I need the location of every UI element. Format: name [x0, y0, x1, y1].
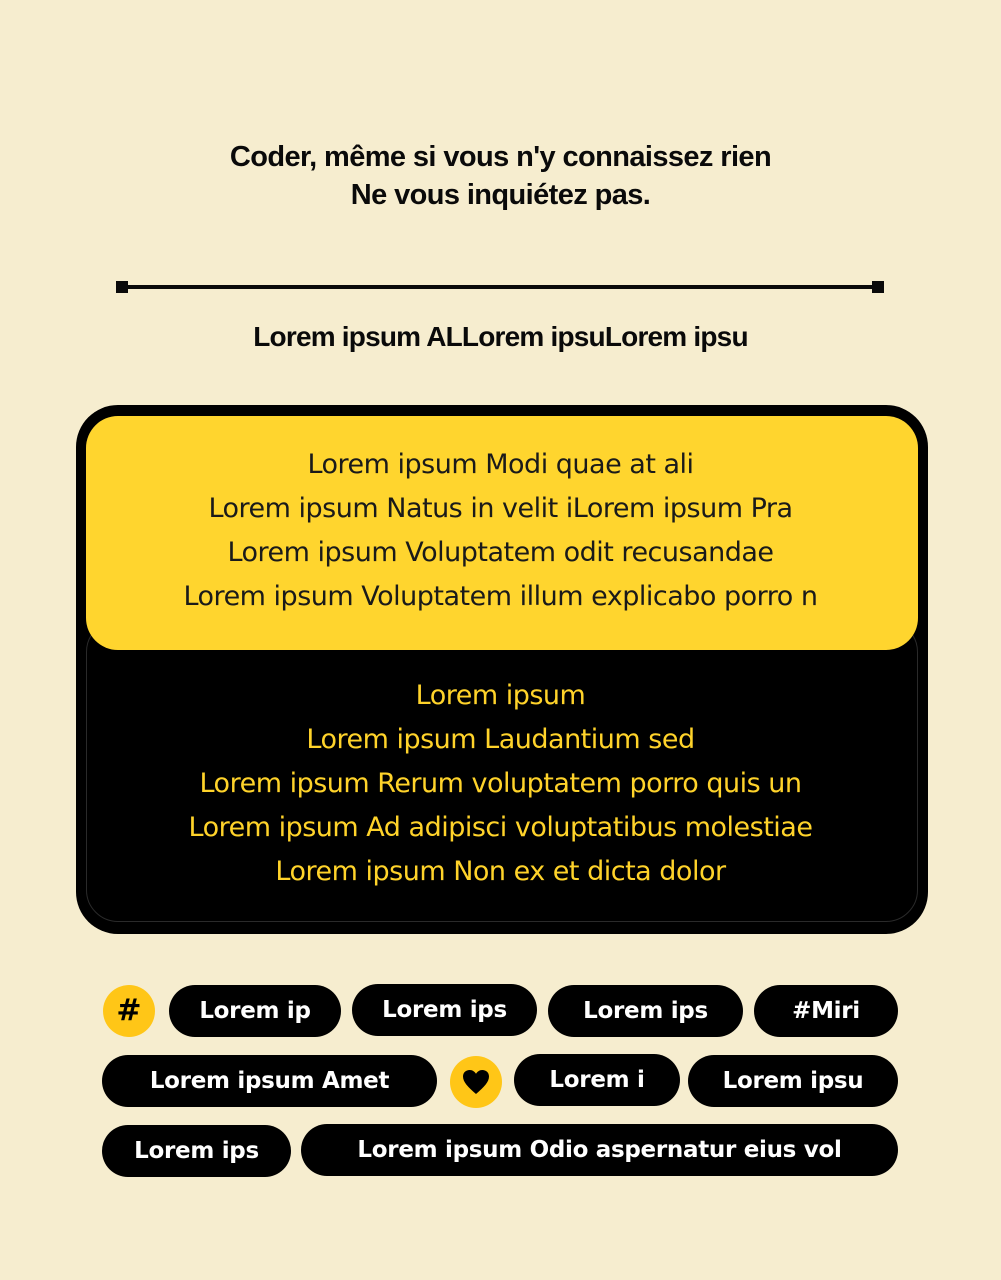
dark-card-line: Lorem ipsum Rerum voluptatem porro quis un	[199, 768, 802, 799]
heart-icon	[450, 1056, 502, 1108]
tag-chip[interactable]: Lorem i	[514, 1054, 680, 1106]
headline-line-1: Coder, même si vous n'y connaissez rien	[229, 141, 772, 173]
tag-chip[interactable]: Lorem ipsum Odio aspernatur eius vol	[301, 1124, 898, 1176]
heart-icon-svg	[462, 1069, 490, 1095]
yellow-card-line: Lorem ipsum Natus in velit iLorem ipsum Pra	[208, 493, 793, 524]
yellow-card-line: Lorem ipsum Voluptatem illum explicabo porro n	[183, 581, 818, 612]
tag-chip[interactable]: Lorem ipsum Amet	[102, 1055, 437, 1107]
tag-chip[interactable]: Lorem ip	[169, 985, 341, 1037]
hash-icon: #	[103, 985, 155, 1037]
subtitle: Lorem ipsum ALLorem ipsuLorem ipsu	[253, 321, 748, 352]
dark-card-line: Lorem ipsum Non ex et dicta dolor	[275, 856, 726, 887]
yellow-card-text	[0, 443, 1001, 619]
headline	[0, 138, 1001, 214]
dark-card-line: Lorem ipsum	[415, 680, 586, 711]
tag-chip[interactable]: Lorem ips	[102, 1125, 291, 1177]
dark-card-text	[0, 674, 1001, 894]
divider	[116, 281, 884, 293]
dark-card-line: Lorem ipsum Laudantium sed	[306, 724, 695, 755]
divider-line	[120, 285, 880, 289]
headline-line-2: Ne vous inquiétez pas.	[350, 179, 651, 211]
tag-chip[interactable]: Lorem ips	[548, 985, 743, 1037]
tag-chip[interactable]: #Miri	[754, 985, 898, 1037]
yellow-card-line: Lorem ipsum Modi quae at ali	[307, 449, 694, 480]
dark-card-line: Lorem ipsum Ad adipisci voluptatibus molestiae	[188, 812, 813, 843]
yellow-card-line: Lorem ipsum Voluptatem odit recusandae	[227, 537, 774, 568]
tag-chip[interactable]: Lorem ipsu	[688, 1055, 898, 1107]
divider-right-cap	[872, 281, 884, 293]
tag-chip[interactable]: Lorem ips	[352, 984, 537, 1036]
